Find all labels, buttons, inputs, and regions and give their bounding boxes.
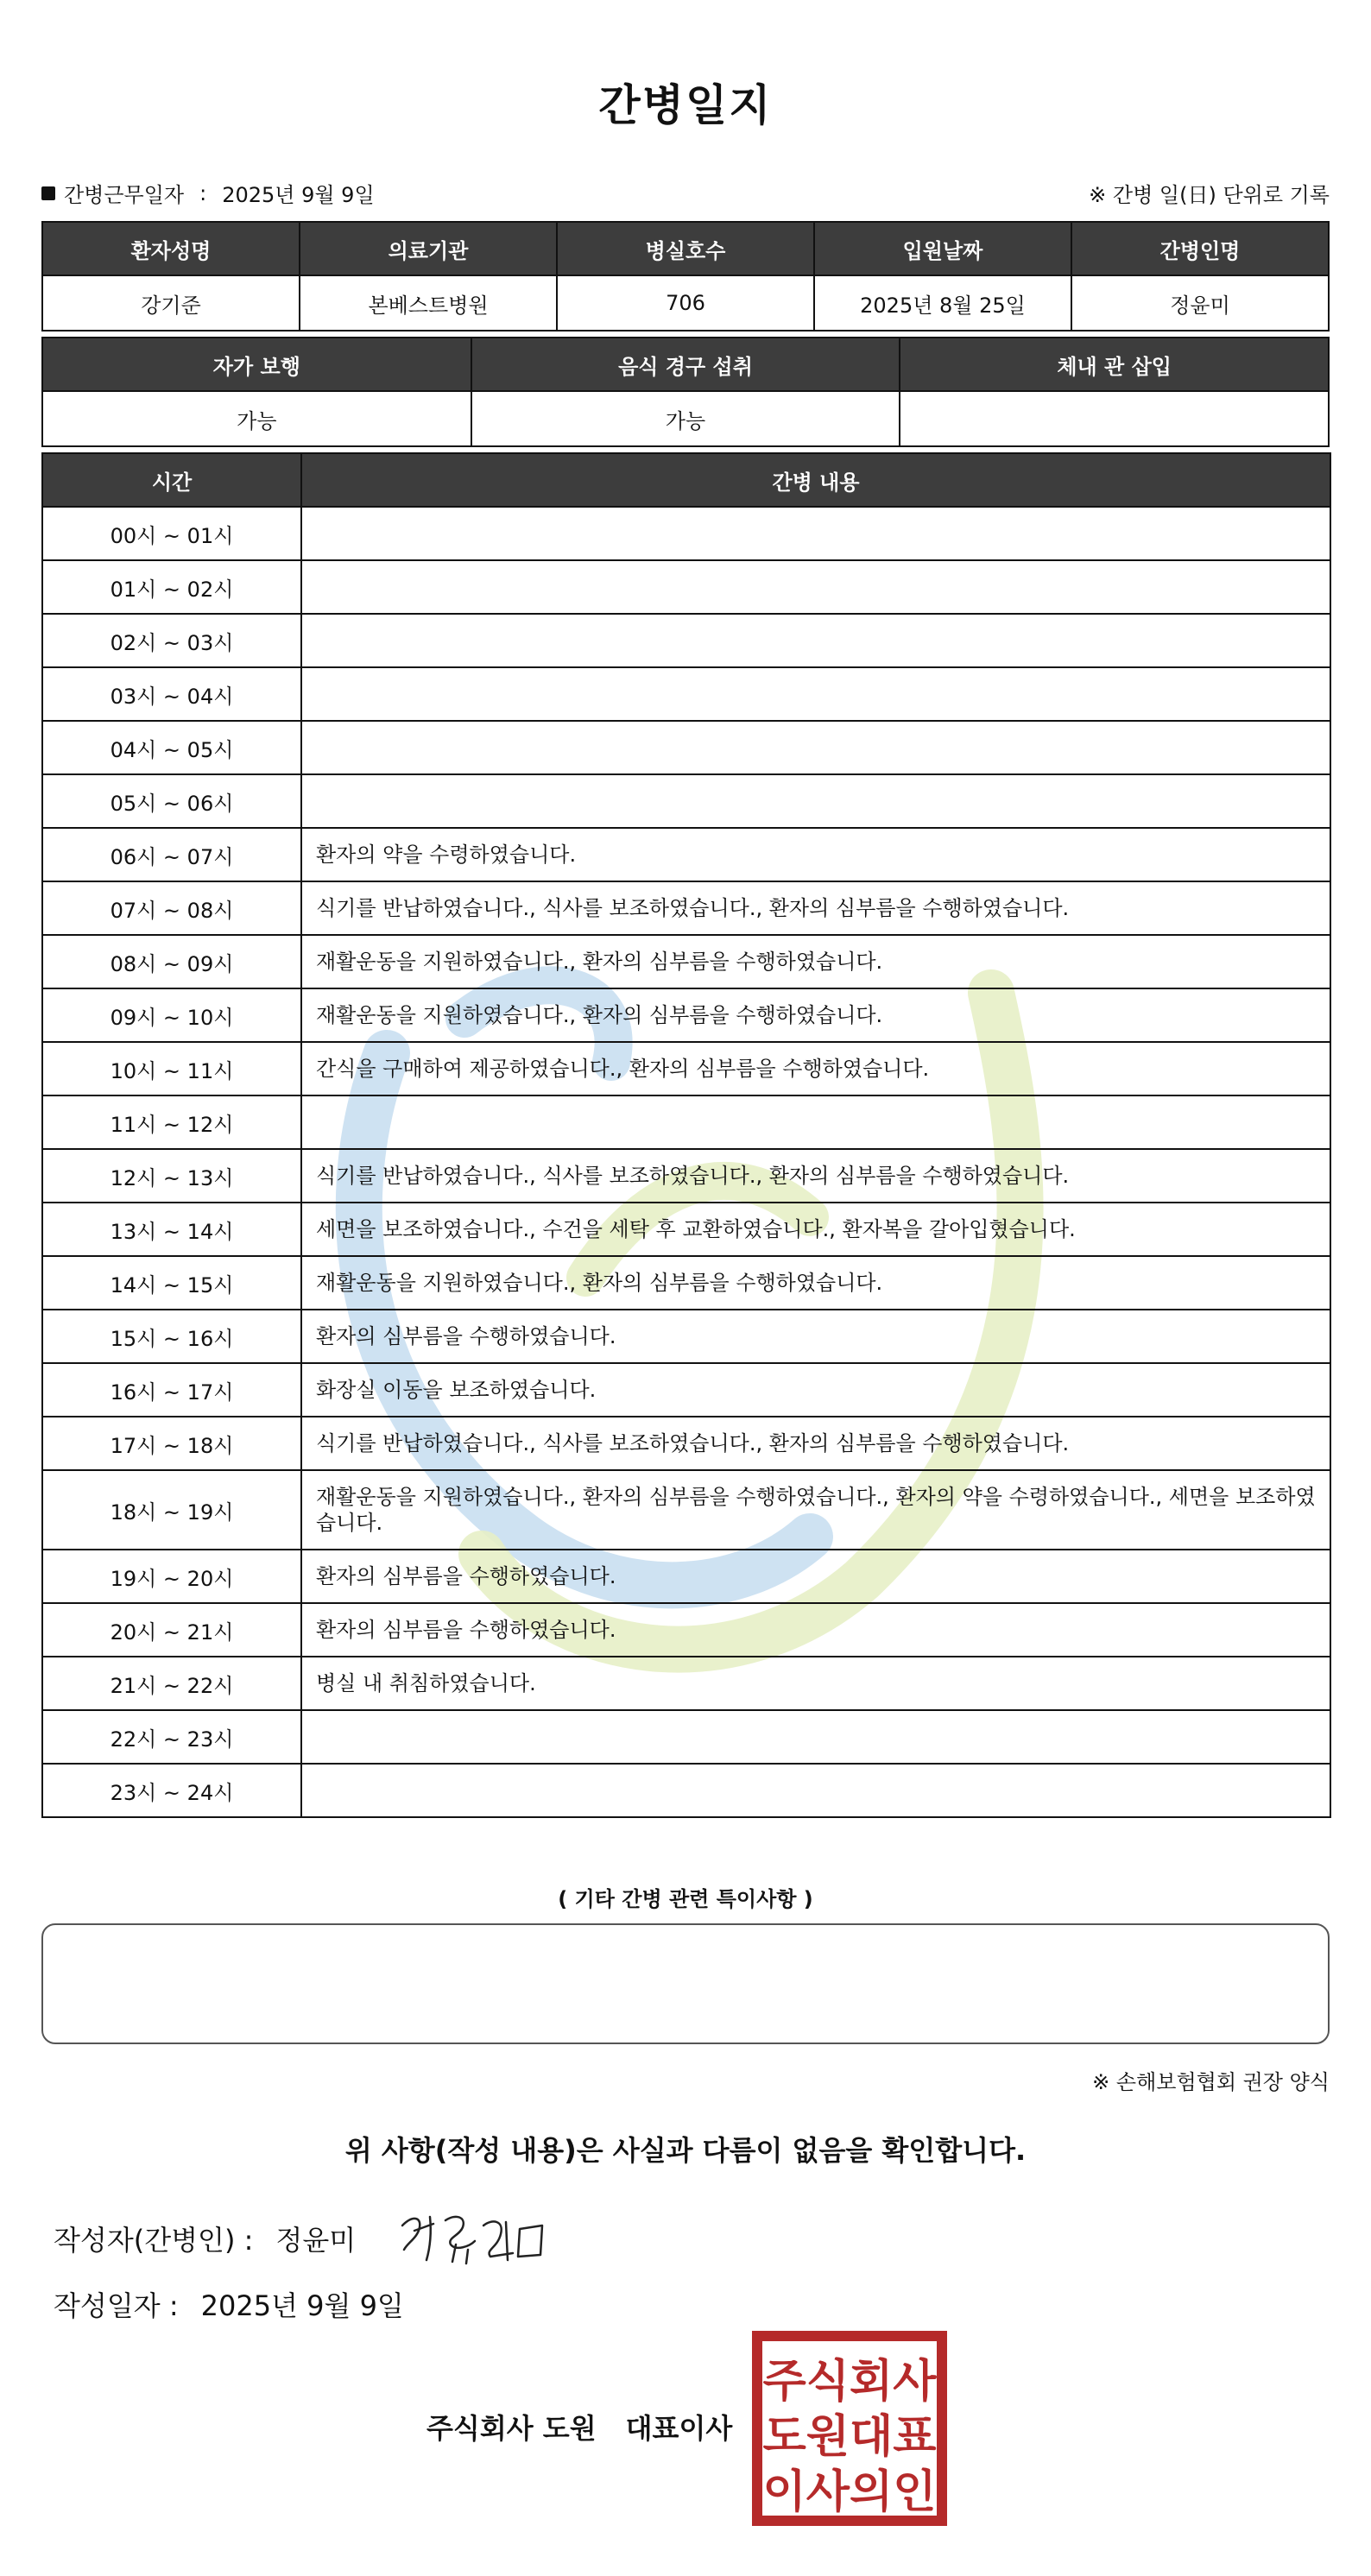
log-row [42, 828, 1330, 881]
header-care-content: 간병 내용 [301, 453, 1330, 507]
log-time: 06시 ~ 07시 [42, 828, 301, 881]
log-time: 20시 ~ 21시 [42, 1603, 301, 1657]
hourly-care-log-table [41, 452, 1331, 1818]
log-row [42, 1149, 1330, 1203]
log-time: 02시 ~ 03시 [42, 614, 301, 667]
log-content: 환자의 심부름을 수행하였습니다. [301, 1603, 1330, 1657]
log-content [301, 1764, 1330, 1817]
admission-date-value: 2025년 8월 25일 [814, 275, 1071, 331]
recommended-form-note: ※ 손해보험협회 권장 양식 [1092, 2070, 1330, 2094]
log-time: 14시 ~ 15시 [42, 1256, 301, 1310]
author-date-line [54, 2284, 404, 2324]
log-content: 환자의 약을 수령하였습니다. [301, 828, 1330, 881]
log-row [42, 1657, 1330, 1710]
seal-line-3: 이사의인 [762, 2466, 937, 2518]
work-date-separator: : [199, 180, 207, 205]
status-value-row [42, 391, 1329, 446]
log-time: 00시 ~ 01시 [42, 507, 301, 560]
company-seal-stamp [752, 2331, 947, 2526]
handwritten-signature [395, 2200, 559, 2269]
work-date-value: 2025년 9월 9일 [222, 183, 375, 207]
log-content [301, 507, 1330, 560]
header-self-walking: 자가 보행 [42, 338, 471, 391]
log-row [42, 507, 1330, 560]
log-row [42, 1203, 1330, 1256]
log-content: 식기를 반납하였습니다., 식사를 보조하였습니다., 환자의 심부름을 수행하였습니다. [301, 1417, 1330, 1470]
special-notes-title: ( 기타 간병 관련 특이사항 ) [558, 1887, 813, 1911]
log-header-row [42, 453, 1330, 507]
log-time: 16시 ~ 17시 [42, 1363, 301, 1417]
room-number-value: 706 [557, 275, 814, 331]
log-time: 21시 ~ 22시 [42, 1657, 301, 1710]
log-content: 식기를 반납하였습니다., 식사를 보조하였습니다., 환자의 심부름을 수행하였습니다. [301, 1149, 1330, 1203]
log-row [42, 1042, 1330, 1095]
hospital-value: 본베스트병원 [300, 275, 557, 331]
work-date-line [41, 178, 375, 208]
patient-info-value-row [42, 275, 1329, 331]
author-name: 정윤미 [275, 2224, 357, 2257]
log-content: 간식을 구매하여 제공하였습니다., 환자의 심부름을 수행하였습니다. [301, 1042, 1330, 1095]
log-row [42, 881, 1330, 935]
header-patient-name: 환자성명 [42, 222, 300, 275]
log-content: 재활운동을 지원하였습니다., 환자의 심부름을 수행하였습니다. [301, 988, 1330, 1042]
header-room-number: 병실호수 [557, 222, 814, 275]
author-line [54, 2219, 356, 2258]
log-content [301, 774, 1330, 828]
log-time: 23시 ~ 24시 [42, 1764, 301, 1817]
log-time: 08시 ~ 09시 [42, 935, 301, 988]
log-time: 13시 ~ 14시 [42, 1203, 301, 1256]
page-title: 간병일지 [598, 80, 773, 130]
log-row [42, 614, 1330, 667]
log-time: 05시 ~ 06시 [42, 774, 301, 828]
log-content: 재활운동을 지원하였습니다., 환자의 심부름을 수행하였습니다. [301, 1256, 1330, 1310]
log-time: 01시 ~ 02시 [42, 560, 301, 614]
log-time: 03시 ~ 04시 [42, 667, 301, 721]
log-row [42, 1470, 1330, 1550]
oral-intake-value: 가능 [471, 391, 900, 446]
log-row [42, 774, 1330, 828]
log-row [42, 935, 1330, 988]
bullet-square-icon [41, 186, 55, 200]
author-date-label: 작성일자 : [54, 2289, 179, 2322]
log-content [301, 1095, 1330, 1149]
log-time: 12시 ~ 13시 [42, 1149, 301, 1203]
meta-row [41, 178, 1330, 207]
log-content: 환자의 심부름을 수행하였습니다. [301, 1310, 1330, 1363]
tube-insertion-value [900, 391, 1329, 446]
company-role: 대표이사 [625, 2412, 733, 2445]
log-content: 식기를 반납하였습니다., 식사를 보조하였습니다., 환자의 심부름을 수행하였습니다. [301, 881, 1330, 935]
log-time: 22시 ~ 23시 [42, 1710, 301, 1764]
work-date-label: 간병근무일자 [64, 183, 185, 207]
log-content [301, 614, 1330, 667]
log-content [301, 560, 1330, 614]
author-date-value: 2025년 9월 9일 [200, 2289, 404, 2322]
company-line [426, 2407, 732, 2447]
log-time: 07시 ~ 08시 [42, 881, 301, 935]
patient-info-table [41, 221, 1330, 331]
header-oral-intake: 음식 경구 섭취 [471, 338, 900, 391]
log-row [42, 560, 1330, 614]
log-time: 18시 ~ 19시 [42, 1470, 301, 1550]
log-row [42, 1603, 1330, 1657]
seal-line-1: 주식회사 [762, 2356, 937, 2408]
author-label: 작성자(간병인) : [54, 2224, 254, 2257]
log-row [42, 1363, 1330, 1417]
log-time: 10시 ~ 11시 [42, 1042, 301, 1095]
log-content: 세면을 보조하였습니다., 수건을 세탁 후 교환하였습니다., 환자복을 갈아입혔습니다. [301, 1203, 1330, 1256]
log-row [42, 1310, 1330, 1363]
log-row [42, 1417, 1330, 1470]
log-time: 15시 ~ 16시 [42, 1310, 301, 1363]
status-header-row [42, 338, 1329, 391]
caregiver-name-value: 정윤미 [1071, 275, 1329, 331]
special-notes-box [41, 1923, 1330, 2044]
log-time: 17시 ~ 18시 [42, 1417, 301, 1470]
log-content: 병실 내 취침하였습니다. [301, 1657, 1330, 1710]
log-content [301, 1710, 1330, 1764]
log-row [42, 721, 1330, 774]
seal-line-2: 도원대표 [762, 2411, 937, 2463]
company-name: 주식회사 도원 [426, 2412, 597, 2445]
log-row [42, 1550, 1330, 1603]
header-tube-insertion: 체내 관 삽입 [900, 338, 1329, 391]
header-admission-date: 입원날짜 [814, 222, 1071, 275]
log-row [42, 1764, 1330, 1817]
log-row [42, 1256, 1330, 1310]
log-content: 재활운동을 지원하였습니다., 환자의 심부름을 수행하였습니다. [301, 935, 1330, 988]
log-row [42, 667, 1330, 721]
log-content [301, 721, 1330, 774]
log-row [42, 1710, 1330, 1764]
patient-name-value: 강기준 [42, 275, 300, 331]
self-walking-value: 가능 [42, 391, 471, 446]
patient-info-header-row [42, 222, 1329, 275]
log-time: 04시 ~ 05시 [42, 721, 301, 774]
patient-status-table [41, 337, 1330, 447]
log-time: 19시 ~ 20시 [42, 1550, 301, 1603]
log-content: 재활운동을 지원하였습니다., 환자의 심부름을 수행하였습니다., 환자의 약을 수령하였습니다., 세면을 보조하였습니다. [301, 1470, 1330, 1550]
header-hospital: 의료기관 [300, 222, 557, 275]
log-content [301, 667, 1330, 721]
log-time: 11시 ~ 12시 [42, 1095, 301, 1149]
daily-record-note: ※ 간병 일(日) 단위로 기록 [1089, 183, 1330, 207]
log-time: 09시 ~ 10시 [42, 988, 301, 1042]
confirmation-statement: 위 사항(작성 내용)은 사실과 다름이 없음을 확인합니다. [344, 2134, 1027, 2167]
log-content: 화장실 이동을 보조하였습니다. [301, 1363, 1330, 1417]
log-row [42, 988, 1330, 1042]
log-content: 환자의 심부름을 수행하였습니다. [301, 1550, 1330, 1603]
header-caregiver-name: 간병인명 [1071, 222, 1329, 275]
log-row [42, 1095, 1330, 1149]
header-time: 시간 [42, 453, 301, 507]
